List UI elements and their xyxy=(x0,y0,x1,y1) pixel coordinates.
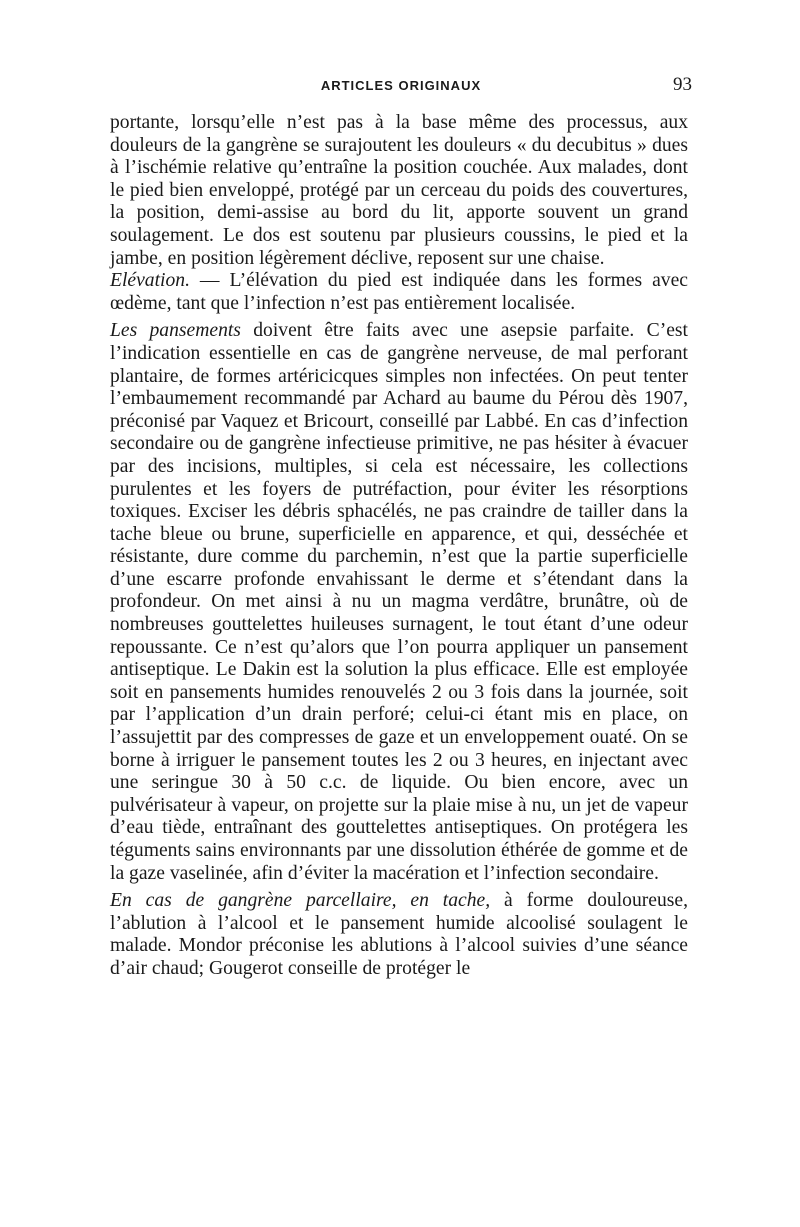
paragraph-lead: Elévation. xyxy=(110,270,190,292)
paragraph-position xyxy=(110,112,688,270)
paragraph-text: portante, lorsqu’elle n’est pas à la base même des processus, aux douleurs de la gangrène se surajoutent les douleurs « du decubitus » dues à l’ischémie relative qu’entraîne la position couchée. Aux malades, dont le pied bien enveloppé, protégé par un cerceau du poids des couvertures, la position, demi-assise au bord du lit, apporte souvent un grand soulagement. Le dos est soutenu par plusieurs coussins, le pied et la jambe, en position légèrement déclive, reposent sur une chaise. xyxy=(110,112,688,269)
paragraph-elevation xyxy=(110,270,688,315)
paragraph-lead: En cas de gangrène parcellaire, en tache, xyxy=(110,890,491,912)
paragraph-lead: Les pansements xyxy=(110,320,241,342)
body-text xyxy=(110,112,688,981)
running-title: ARTICLES ORIGINAUX xyxy=(320,78,482,93)
paragraph-text: — L’élévation du pied est indiquée dans les formes avec œdème, tant que l’infection n’est pas entièrement localisée. xyxy=(110,270,688,314)
page-number: 93 xyxy=(673,74,692,95)
paragraph-pansements xyxy=(110,320,688,885)
paragraph-text: à forme douloureuse, l’ablution à l’alcool et le pansement humide alcoolisé soulagent le malade. Mondor préconise les ablutions à l’alcool suivies d’une séance d’air chaud; Gougerot conseille de protéger le xyxy=(110,890,688,979)
paragraph-gangrene-parcellaire xyxy=(110,890,688,980)
paragraph-text: doivent être faits avec une asepsie parfaite. C’est l’indication essentielle en cas de gangrène nerveuse, de mal perforant plantaire, de formes artéricicques simples non infectées. On peut tenter l’embaumement recommandé par Achard au baume du Pérou dès 1907, préconisé par Vaquez et Bricourt, conseillé par Labbé. En cas d’infection secondaire ou de gangrène infectieuse primitive, ne pas hésiter à évacuer par des incisions, multiples, si cela est nécessaire, les collections purulentes et les foyers de putréfaction, pour éviter les résorptions toxiques. Exciser les débris sphacélés, ne pas craindre de tailler dans la tache bleue ou brune, superficielle en apparence, et qui, desséchée et résistante, dure comme du parchemin, n’est que la partie superficielle d’une escarre profonde envahissant le derme et s’étendant dans la profondeur. On met ainsi à nu un magma verdâtre, brunâtre, où de nombreuses gouttelettes huileuses surnagent, le tout étant d’une odeur repoussante. Ce n’est qu’alors que l’on pourra appliquer un pansement antiseptique. Le Dakin est la solution la plus efficace. Elle est employée soit en pansements humides renouvelés 2 ou 3 fois dans la journée, soit par l’application d’un drain perforé; celui-ci étant mis en place, on l’assujettit par des compresses de gaze et un enveloppement ouaté. On se borne à irriguer le pansement toutes les 2 ou 3 heures, en injectant avec une seringue 30 à 50 c.c. de liquide. Ou bien encore, avec un pulvérisateur à vapeur, on projette sur la plaie mise à nu, un jet de vapeur d’eau tiède, entraînant des gouttelettes antiseptiques. On protégera les téguments sains environnants par une dissolution éthérée de gomme et de la gaze vaselinée, afin d’éviter la macération et l’infection secondaire. xyxy=(110,320,688,884)
running-head xyxy=(110,72,692,98)
